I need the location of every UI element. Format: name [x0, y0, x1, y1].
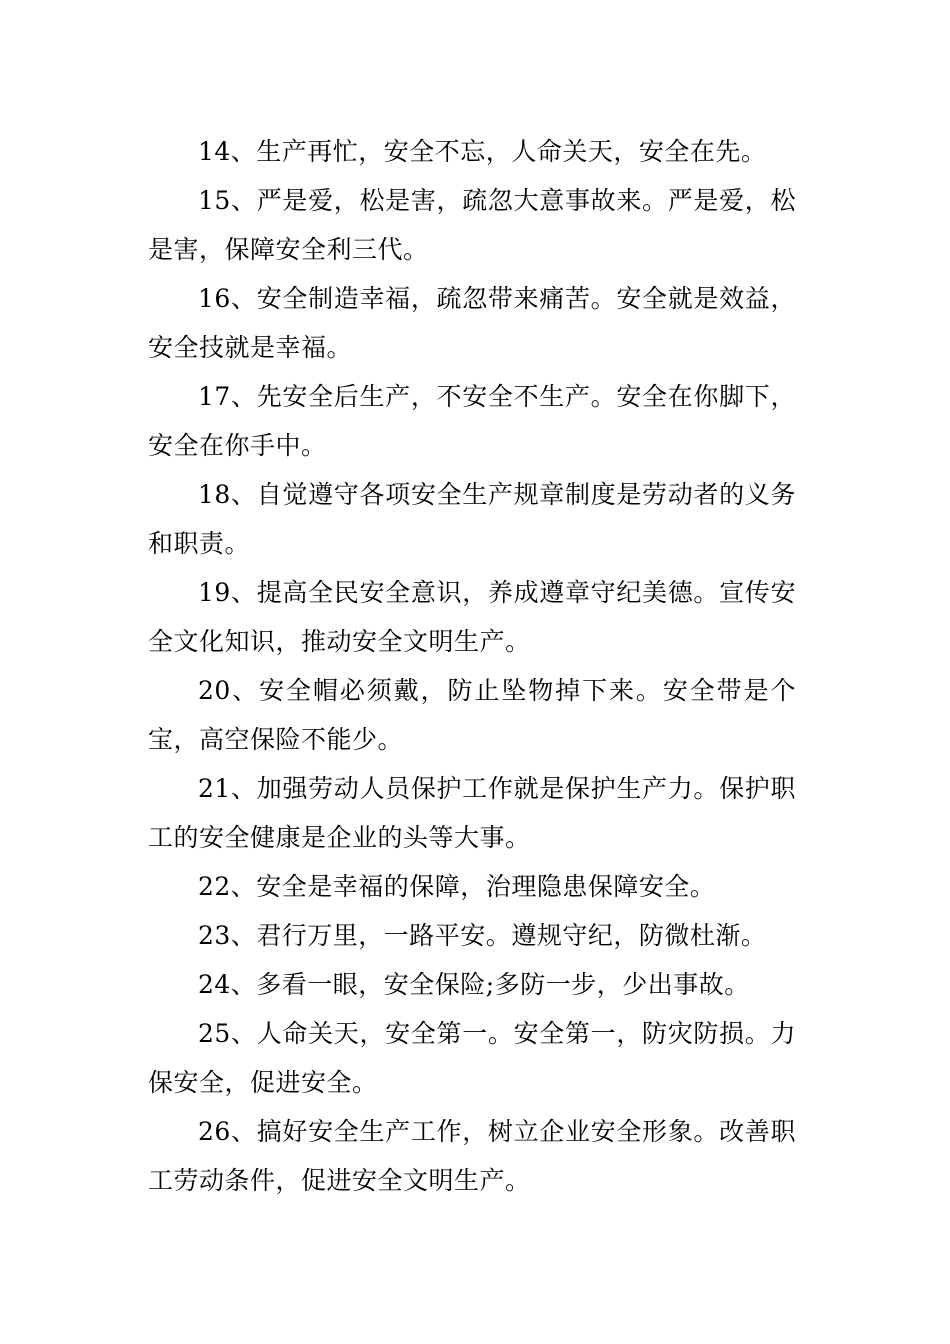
slogan-paragraph-15: 15、严是爱，松是害，疏忽大意事故来。严是爱，松是害，保障安全利三代。: [148, 186, 796, 264]
slogan-paragraph-16: 16、安全制造幸福，疏忽带来痛苦。安全就是效益，安全技就是幸福。: [148, 284, 796, 362]
slogan-paragraph-26: 26、搞好安全生产工作，树立企业安全形象。改善职工劳动条件，促进安全文明生产。: [148, 1117, 796, 1195]
document-body: [148, 127, 796, 1205]
slogan-paragraph-17: 17、先安全后生产，不安全不生产。安全在你脚下，安全在你手中。: [148, 382, 796, 460]
slogan-paragraph-14: 14、生产再忙，安全不忘，人命关天，安全在先。: [198, 137, 767, 166]
slogan-paragraph-23: 23、君行万里，一路平安。遵规守纪，防微杜渐。: [198, 921, 767, 950]
slogan-paragraph-20: 20、安全帽必须戴，防止坠物掉下来。安全带是个宝，高空保险不能少。: [148, 676, 796, 754]
slogan-paragraph-21: 21、加强劳动人员保护工作就是保护生产力。保护职工的安全健康是企业的头等大事。: [148, 774, 796, 852]
slogan-paragraph-18: 18、自觉遵守各项安全生产规章制度是劳动者的义务和职责。: [148, 480, 796, 558]
slogan-paragraph-19: 19、提高全民安全意识，养成遵章守纪美德。宣传安全文化知识，推动安全文明生产。: [148, 578, 796, 656]
slogan-paragraph-22: 22、安全是幸福的保障，治理隐患保障安全。: [198, 872, 716, 901]
slogan-paragraph-24: 24、多看一眼，安全保险;多防一步，少出事故。: [198, 970, 750, 999]
slogan-paragraph-25: 25、人命关天，安全第一。安全第一，防灾防损。力保安全，促进安全。: [148, 1019, 796, 1097]
